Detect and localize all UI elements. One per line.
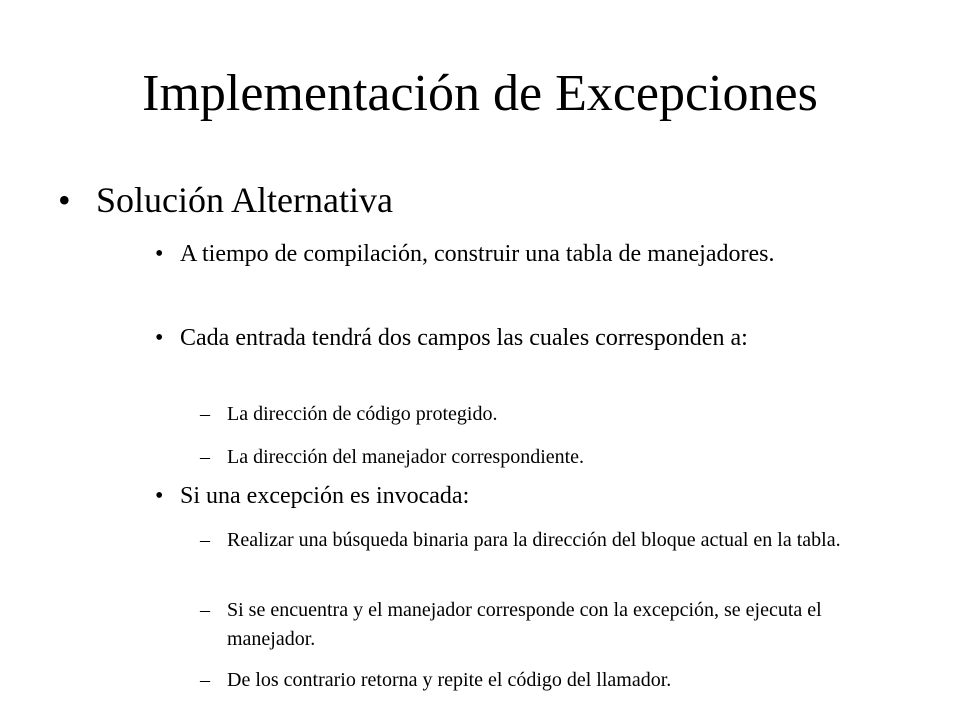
sub-list-item <box>200 400 900 429</box>
sub-list-item-text: La dirección de código protegido. <box>227 403 498 425</box>
dash-icon: – <box>200 599 210 621</box>
list-item <box>155 480 915 512</box>
main-bullet-item <box>58 178 393 222</box>
list-item-text: Si una excepción es invocada: <box>180 483 470 509</box>
list-item <box>155 322 915 354</box>
sub-list-item-text: Si se encuentra y el manejador corresponde con la excepción, se ejecuta el manejador. <box>227 599 822 650</box>
dash-icon: – <box>200 669 210 691</box>
sub-list-item <box>200 666 900 695</box>
list-item-text: A tiempo de compilación, construir una tabla de manejadores. <box>180 241 775 267</box>
slide-title: Implementación de Excepciones <box>142 65 818 122</box>
sub-list-item <box>200 443 900 472</box>
dash-icon: – <box>200 446 210 468</box>
sub-list-item-text: Realizar una búsqueda binaria para la dirección del bloque actual en la tabla. <box>227 529 841 551</box>
bullet-icon: • <box>58 180 71 220</box>
list-item-text: Cada entrada tendrá dos campos las cuales corresponden a: <box>180 325 748 351</box>
dash-icon: – <box>200 403 210 425</box>
sub-list-item-text: La dirección del manejador correspondiente. <box>227 446 585 468</box>
dash-icon: – <box>200 529 210 551</box>
bullet-icon: • <box>155 325 164 351</box>
bullet-icon: • <box>155 241 164 267</box>
sub-list-item-text: De los contrario retorna y repite el código del llamador. <box>227 669 672 691</box>
list-item <box>155 238 915 270</box>
sub-list-item <box>200 596 900 654</box>
sub-list-item <box>200 526 900 555</box>
main-bullet-text: Solución Alternativa <box>96 180 393 220</box>
bullet-icon: • <box>155 483 164 509</box>
